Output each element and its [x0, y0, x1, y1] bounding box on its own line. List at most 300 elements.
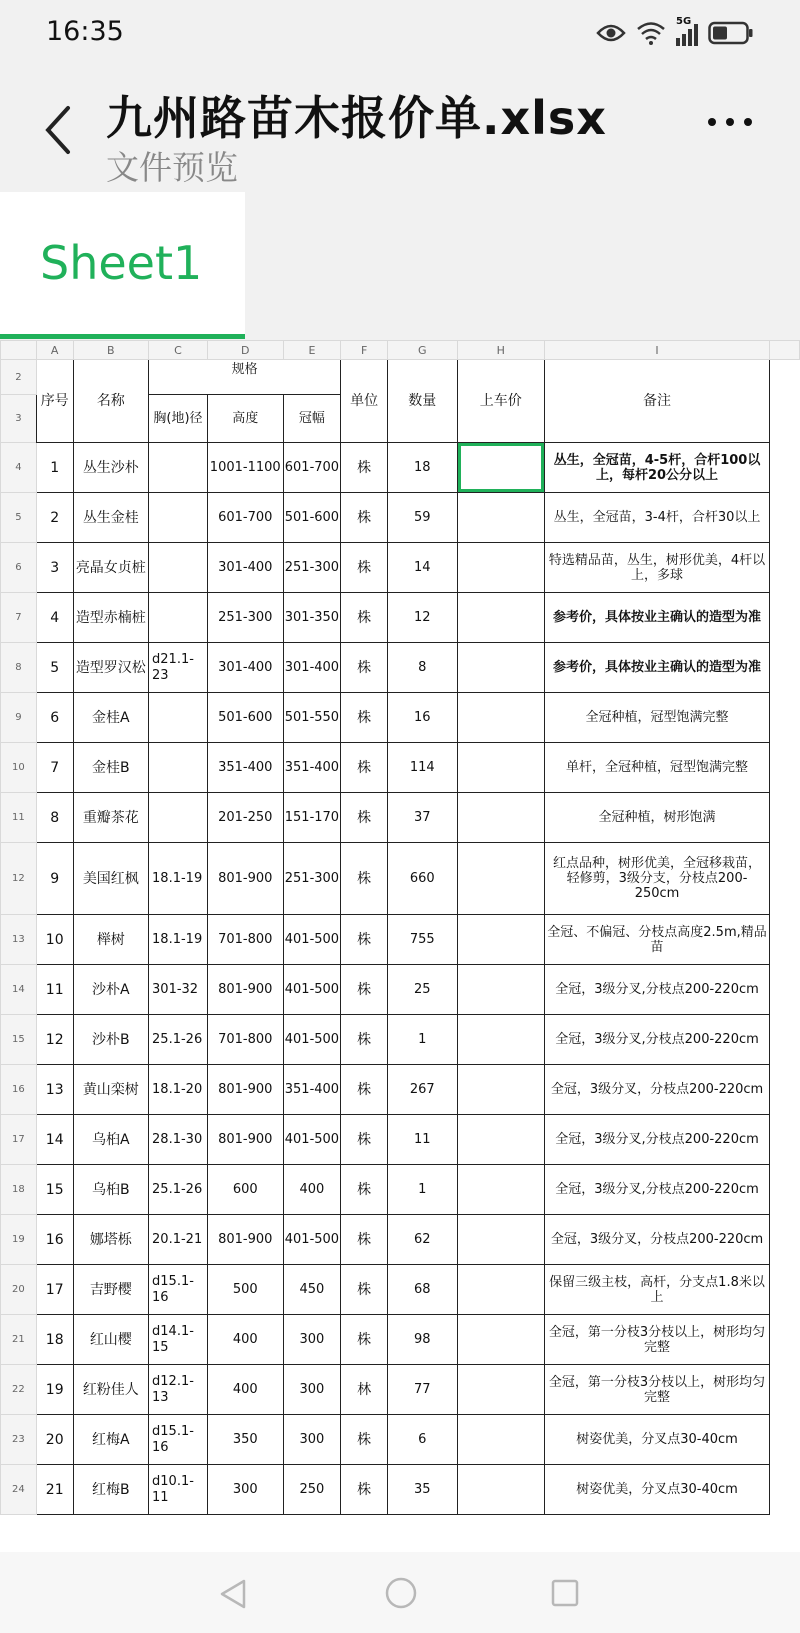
cell-crown[interactable]: 601-700 [283, 443, 341, 493]
cell-remark[interactable]: 保留三级主枝，高杆，分支点1.8米以上 [544, 1265, 769, 1315]
cell-remark[interactable]: 全冠，第一分枝3分枝以上，树形均匀完整 [544, 1365, 769, 1415]
cell-remark[interactable]: 全冠，3级分叉,分枝点200-220cm [544, 1015, 769, 1065]
cell-name[interactable]: 丛生沙朴 [73, 443, 148, 493]
cell-trunk[interactable]: 18.1-19 [149, 915, 208, 965]
cell-qty[interactable]: 1 [387, 1015, 457, 1065]
cell-seq[interactable]: 16 [36, 1215, 73, 1265]
cell-crown[interactable]: 401-500 [283, 1115, 341, 1165]
blank-cell [770, 1165, 800, 1215]
cell-trunk[interactable] [149, 793, 208, 843]
cell-price[interactable] [457, 1465, 544, 1515]
cell-price[interactable] [457, 965, 544, 1015]
spreadsheet-grid[interactable] [0, 340, 800, 1552]
cell-unit[interactable]: 株 [341, 1415, 388, 1465]
cell-height[interactable]: 801-900 [207, 1215, 283, 1265]
cell-name[interactable]: 黄山栾树 [73, 1065, 148, 1115]
table-row [1, 1465, 800, 1515]
cell-seq[interactable]: 5 [36, 643, 73, 693]
header-name[interactable]: 名称 [73, 360, 148, 443]
cell-unit[interactable]: 株 [341, 493, 388, 543]
active-tab-indicator [0, 334, 245, 339]
cell-remark[interactable]: 全冠，3级分叉,分枝点200-220cm [544, 965, 769, 1015]
cell-unit[interactable]: 株 [341, 743, 388, 793]
cell-height[interactable]: 1001-1100 [207, 443, 283, 493]
cell-height[interactable]: 251-300 [207, 593, 283, 643]
cell-trunk[interactable] [149, 693, 208, 743]
cell-remark[interactable]: 单杆，全冠种植，冠型饱满完整 [544, 743, 769, 793]
cell-height[interactable]: 501-600 [207, 693, 283, 743]
cell-remark[interactable]: 参考价，具体按业主确认的造型为准 [544, 643, 769, 693]
cell-name[interactable]: 沙朴A [73, 965, 148, 1015]
blank-cell [770, 915, 800, 965]
cell-crown[interactable]: 251-300 [283, 843, 341, 915]
row-number[interactable]: 9 [1, 693, 37, 743]
col-header-i[interactable]: I [544, 341, 769, 360]
cell-seq[interactable]: 17 [36, 1265, 73, 1315]
table-row [1, 965, 800, 1015]
cell-crown[interactable]: 300 [283, 1315, 341, 1365]
cell-height[interactable]: 801-900 [207, 843, 283, 915]
row-number[interactable]: 7 [1, 593, 37, 643]
cell-unit[interactable]: 株 [341, 1215, 388, 1265]
cell-name[interactable]: 红梅A [73, 1415, 148, 1465]
cell-name[interactable]: 红粉佳人 [73, 1365, 148, 1415]
cell-qty[interactable]: 1 [387, 1165, 457, 1215]
cell-unit[interactable]: 株 [341, 965, 388, 1015]
cell-name[interactable]: 重瓣茶花 [73, 793, 148, 843]
cell-name[interactable]: 造型赤楠桩 [73, 593, 148, 643]
cell-remark[interactable]: 树姿优美，分叉点30-40cm [544, 1415, 769, 1465]
cell-qty[interactable]: 660 [387, 843, 457, 915]
cell-seq[interactable]: 12 [36, 1015, 73, 1065]
signal-icon [676, 16, 698, 46]
cell-trunk[interactable]: 18.1-20 [149, 1065, 208, 1115]
battery-icon [708, 21, 754, 45]
cell-price[interactable] [457, 1115, 544, 1165]
cell-name[interactable]: 金桂A [73, 693, 148, 743]
cell-trunk[interactable] [149, 543, 208, 593]
cell-height[interactable]: 301-400 [207, 543, 283, 593]
row-number[interactable]: 13 [1, 915, 37, 965]
header-qty[interactable]: 数量 [387, 360, 457, 443]
cell-qty[interactable]: 35 [387, 1465, 457, 1515]
cell-price[interactable] [457, 443, 544, 493]
cell-seq[interactable]: 6 [36, 693, 73, 743]
row-number[interactable]: 4 [1, 443, 37, 493]
cell-seq[interactable]: 18 [36, 1315, 73, 1365]
cell-trunk[interactable]: d15.1-16 [149, 1265, 208, 1315]
cell-name[interactable]: 红梅B [73, 1465, 148, 1515]
row-number[interactable]: 11 [1, 793, 37, 843]
header-seq[interactable]: 序号 [36, 360, 73, 443]
cell-name[interactable]: 榉树 [73, 915, 148, 965]
cell-height[interactable]: 801-900 [207, 1065, 283, 1115]
cell-seq[interactable]: 20 [36, 1415, 73, 1465]
cell-name[interactable]: 乌桕A [73, 1115, 148, 1165]
header-trunk[interactable]: 胸(地)径 [149, 395, 208, 443]
cell-price[interactable] [457, 1315, 544, 1365]
cell-qty[interactable]: 18 [387, 443, 457, 493]
cell-qty[interactable]: 16 [387, 693, 457, 743]
row-number[interactable]: 6 [1, 543, 37, 593]
cell-name[interactable]: 娜塔栎 [73, 1215, 148, 1265]
cell-trunk[interactable]: d14.1-15 [149, 1315, 208, 1365]
cell-crown[interactable]: 301-400 [283, 643, 341, 693]
cell-remark[interactable]: 丛生，全冠苗，3-4杆，合杆30以上 [544, 493, 769, 543]
table-row [1, 843, 800, 915]
cell-unit[interactable]: 株 [341, 843, 388, 915]
cell-unit[interactable]: 株 [341, 443, 388, 493]
cell-price[interactable] [457, 1365, 544, 1415]
cell-qty[interactable]: 25 [387, 965, 457, 1015]
row-number[interactable]: 18 [1, 1165, 37, 1215]
cell-qty[interactable]: 755 [387, 915, 457, 965]
cell-price[interactable] [457, 643, 544, 693]
cell-height[interactable]: 801-900 [207, 1115, 283, 1165]
blank-cell [770, 1415, 800, 1465]
cell-trunk[interactable]: 25.1-26 [149, 1015, 208, 1065]
cell-remark[interactable]: 红点品种，树形优美，全冠移栽苗，轻修剪，3级分支，分枝点200-250cm [544, 843, 769, 915]
sheet-tab-bar [0, 192, 800, 340]
table-row [1, 1415, 800, 1465]
blank-cell [770, 965, 800, 1015]
cell-price[interactable] [457, 693, 544, 743]
col-header-f[interactable]: F [341, 341, 388, 360]
cell-trunk[interactable]: d21.1-23 [149, 643, 208, 693]
cell-height[interactable]: 600 [207, 1165, 283, 1215]
cell-price[interactable] [457, 493, 544, 543]
cell-seq[interactable]: 4 [36, 593, 73, 643]
cell-qty[interactable]: 98 [387, 1315, 457, 1365]
cell-height[interactable]: 701-800 [207, 1015, 283, 1065]
nav-back-icon[interactable] [218, 1578, 248, 1610]
row-number[interactable]: 3 [1, 395, 37, 443]
cell-seq[interactable]: 7 [36, 743, 73, 793]
blank-cell [770, 395, 800, 443]
cell-trunk[interactable]: 18.1-19 [149, 843, 208, 915]
cell-name[interactable]: 吉野樱 [73, 1265, 148, 1315]
cell-price[interactable] [457, 1265, 544, 1315]
cell-seq[interactable]: 15 [36, 1165, 73, 1215]
cell-crown[interactable]: 401-500 [283, 965, 341, 1015]
blank-cell [770, 493, 800, 543]
col-header-b[interactable]: B [73, 341, 148, 360]
status-bar [0, 0, 800, 70]
cell-qty[interactable]: 14 [387, 543, 457, 593]
cell-qty[interactable]: 62 [387, 1215, 457, 1265]
cell-qty[interactable]: 37 [387, 793, 457, 843]
cell-price[interactable] [457, 843, 544, 915]
cell-price[interactable] [457, 543, 544, 593]
table-row [1, 1165, 800, 1215]
cell-remark[interactable]: 全冠，3级分叉，分枝点200-220cm [544, 1215, 769, 1265]
cell-seq[interactable]: 21 [36, 1465, 73, 1515]
cell-price[interactable] [457, 743, 544, 793]
cell-price[interactable] [457, 1415, 544, 1465]
cell-price[interactable] [457, 793, 544, 843]
cell-price[interactable] [457, 1065, 544, 1115]
cell-crown[interactable]: 301-350 [283, 593, 341, 643]
row-number[interactable]: 10 [1, 743, 37, 793]
more-options-icon[interactable] [708, 118, 752, 126]
table-row [1, 493, 800, 543]
cell-unit[interactable]: 株 [341, 793, 388, 843]
row-number[interactable]: 2 [1, 360, 37, 395]
table-row [1, 693, 800, 743]
network-type: 5G [676, 16, 692, 27]
cell-unit[interactable]: 株 [341, 593, 388, 643]
cell-seq[interactable]: 1 [36, 443, 73, 493]
cell-qty[interactable]: 114 [387, 743, 457, 793]
cell-unit[interactable]: 株 [341, 1065, 388, 1115]
cell-remark[interactable]: 全冠、不偏冠、分枝点高度2.5m,精品苗 [544, 915, 769, 965]
blank-cell [770, 443, 800, 493]
cell-name[interactable]: 乌桕B [73, 1165, 148, 1215]
cell-crown[interactable]: 401-500 [283, 915, 341, 965]
blank-cell [770, 743, 800, 793]
cell-unit[interactable]: 株 [341, 643, 388, 693]
cell-seq[interactable]: 2 [36, 493, 73, 543]
cell-crown[interactable]: 251-300 [283, 543, 341, 593]
cell-remark[interactable]: 丛生，全冠苗，4-5杆，合杆100以上，每杆20公分以上 [544, 443, 769, 493]
cell-remark[interactable]: 树姿优美，分叉点30-40cm [544, 1465, 769, 1515]
row-number[interactable]: 12 [1, 843, 37, 915]
col-header-h[interactable]: H [457, 341, 544, 360]
row-number[interactable]: 20 [1, 1265, 37, 1315]
row-number[interactable]: 16 [1, 1065, 37, 1115]
cell-trunk[interactable] [149, 743, 208, 793]
cell-height[interactable]: 350 [207, 1415, 283, 1465]
table-row [1, 643, 800, 693]
cell-crown[interactable]: 351-400 [283, 1065, 341, 1115]
blank-cell [770, 1065, 800, 1115]
cell-remark[interactable]: 全冠，3级分叉,分枝点200-220cm [544, 1165, 769, 1215]
row-number[interactable]: 5 [1, 493, 37, 543]
cell-crown[interactable]: 250 [283, 1465, 341, 1515]
header-spec[interactable]: 规格 [149, 360, 341, 395]
col-header-c[interactable]: C [149, 341, 208, 360]
cell-unit[interactable]: 株 [341, 1315, 388, 1365]
blank-cell [770, 1015, 800, 1065]
cell-trunk[interactable] [149, 593, 208, 643]
cell-unit[interactable]: 株 [341, 1115, 388, 1165]
cell-name[interactable]: 造型罗汉松 [73, 643, 148, 693]
blank-cell [770, 1465, 800, 1515]
cell-unit[interactable]: 株 [341, 1015, 388, 1065]
blank-cell [770, 693, 800, 743]
blank-cell [770, 643, 800, 693]
cell-trunk[interactable]: 28.1-30 [149, 1115, 208, 1165]
eye-icon [596, 22, 626, 44]
col-header-blank [770, 341, 800, 360]
cell-price[interactable] [457, 1215, 544, 1265]
cell-qty[interactable]: 68 [387, 1265, 457, 1315]
cell-crown[interactable]: 400 [283, 1165, 341, 1215]
cell-height[interactable]: 201-250 [207, 793, 283, 843]
cell-price[interactable] [457, 1015, 544, 1065]
blank-cell [770, 1315, 800, 1365]
cell-name[interactable]: 金桂B [73, 743, 148, 793]
cell-seq[interactable]: 9 [36, 843, 73, 915]
table-row [1, 915, 800, 965]
cell-seq[interactable]: 10 [36, 915, 73, 965]
header-crown[interactable]: 冠幅 [283, 395, 341, 443]
blank-cell [770, 360, 800, 395]
column-header-row [1, 341, 800, 360]
cell-height[interactable]: 400 [207, 1365, 283, 1415]
cell-unit[interactable]: 株 [341, 1265, 388, 1315]
nav-recents-icon[interactable] [550, 1578, 580, 1608]
header-price[interactable]: 上车价 [457, 360, 544, 443]
row-number[interactable]: 17 [1, 1115, 37, 1165]
table-row [1, 743, 800, 793]
cell-name[interactable]: 红山樱 [73, 1315, 148, 1365]
blank-cell [770, 1115, 800, 1165]
cell-crown[interactable]: 151-170 [283, 793, 341, 843]
cell-seq[interactable]: 13 [36, 1065, 73, 1115]
cell-seq[interactable]: 8 [36, 793, 73, 843]
cell-seq[interactable]: 14 [36, 1115, 73, 1165]
cell-height[interactable]: 801-900 [207, 965, 283, 1015]
cell-qty[interactable]: 12 [387, 593, 457, 643]
col-header-a[interactable]: A [36, 341, 73, 360]
cell-crown[interactable]: 501-550 [283, 693, 341, 743]
cell-remark[interactable]: 特选精品苗，丛生，树形优美，4杆以上，多球 [544, 543, 769, 593]
row-number[interactable]: 23 [1, 1415, 37, 1465]
row-number[interactable]: 8 [1, 643, 37, 693]
row-number[interactable]: 21 [1, 1315, 37, 1365]
file-subtitle: 文件预览 [106, 148, 238, 187]
table-row [1, 443, 800, 493]
system-nav-bar [0, 1552, 800, 1633]
blank-cell [770, 1365, 800, 1415]
blank-cell [770, 593, 800, 643]
cell-remark[interactable]: 全冠，3级分叉,分枝点200-220cm [544, 1115, 769, 1165]
cell-crown[interactable]: 450 [283, 1265, 341, 1315]
cell-remark[interactable]: 全冠，第一分枝3分枝以上，树形均匀完整 [544, 1315, 769, 1365]
row-number[interactable]: 15 [1, 1015, 37, 1065]
table-row [1, 1065, 800, 1115]
cell-name[interactable]: 亮晶女贞桩 [73, 543, 148, 593]
cell-seq[interactable]: 3 [36, 543, 73, 593]
cell-crown[interactable]: 401-500 [283, 1015, 341, 1065]
row-number[interactable]: 19 [1, 1215, 37, 1265]
cell-height[interactable]: 500 [207, 1265, 283, 1315]
cell-unit[interactable]: 株 [341, 543, 388, 593]
cell-trunk[interactable]: 20.1-21 [149, 1215, 208, 1265]
cell-name[interactable]: 丛生金桂 [73, 493, 148, 543]
corner-cell[interactable] [1, 341, 37, 360]
cell-unit[interactable]: 株 [341, 1165, 388, 1215]
back-arrow-icon[interactable] [38, 100, 78, 160]
cell-crown[interactable]: 401-500 [283, 1215, 341, 1265]
blank-cell [770, 543, 800, 593]
table-row [1, 1365, 800, 1415]
data-table [0, 340, 800, 1515]
cell-trunk[interactable]: d15.1-16 [149, 1415, 208, 1465]
cell-height[interactable]: 351-400 [207, 743, 283, 793]
cell-name[interactable]: 美国红枫 [73, 843, 148, 915]
col-header-d[interactable]: D [207, 341, 283, 360]
cell-crown[interactable]: 300 [283, 1415, 341, 1465]
header-height[interactable]: 高度 [207, 395, 283, 443]
table-row [1, 1115, 800, 1165]
blank-cell [770, 793, 800, 843]
cell-height[interactable]: 701-800 [207, 915, 283, 965]
cell-trunk[interactable]: 25.1-26 [149, 1165, 208, 1215]
header-remark[interactable]: 备注 [544, 360, 769, 443]
cell-height[interactable]: 300 [207, 1465, 283, 1515]
cell-trunk[interactable] [149, 493, 208, 543]
blank-cell [770, 1265, 800, 1315]
cell-qty[interactable]: 77 [387, 1365, 457, 1415]
header-row-2 [1, 360, 800, 395]
cell-seq[interactable]: 19 [36, 1365, 73, 1415]
cell-price[interactable] [457, 1165, 544, 1215]
cell-price[interactable] [457, 915, 544, 965]
row-number[interactable]: 24 [1, 1465, 37, 1515]
cell-crown[interactable]: 501-600 [283, 493, 341, 543]
nav-home-icon[interactable] [384, 1576, 418, 1610]
table-row [1, 793, 800, 843]
cell-trunk[interactable]: d10.1-11 [149, 1465, 208, 1515]
cell-remark[interactable]: 参考价，具体按业主确认的造型为准 [544, 593, 769, 643]
table-row [1, 1215, 800, 1265]
tab-sheet1-label: Sheet1 [40, 236, 203, 290]
cell-height[interactable]: 400 [207, 1315, 283, 1365]
col-header-g[interactable]: G [387, 341, 457, 360]
file-title: 九州路苗木报价单.xlsx [106, 91, 607, 145]
cell-seq[interactable]: 11 [36, 965, 73, 1015]
cell-trunk[interactable] [149, 443, 208, 493]
clock: 16:35 [46, 16, 124, 47]
cell-height[interactable]: 601-700 [207, 493, 283, 543]
cell-trunk[interactable]: 301-32 [149, 965, 208, 1015]
status-icons [596, 16, 754, 46]
cell-qty[interactable]: 8 [387, 643, 457, 693]
table-row [1, 543, 800, 593]
row-number[interactable]: 14 [1, 965, 37, 1015]
cell-trunk[interactable]: d12.1-13 [149, 1365, 208, 1415]
table-row [1, 1315, 800, 1365]
app-header [0, 70, 800, 192]
cell-remark[interactable]: 全冠种植，树形饱满 [544, 793, 769, 843]
cell-qty[interactable]: 6 [387, 1415, 457, 1465]
cell-unit[interactable]: 林 [341, 1365, 388, 1415]
cell-remark[interactable]: 全冠，3级分叉，分枝点200-220cm [544, 1065, 769, 1115]
blank-cell [770, 843, 800, 915]
cell-name[interactable]: 沙朴B [73, 1015, 148, 1065]
cell-qty[interactable]: 59 [387, 493, 457, 543]
cell-unit[interactable]: 株 [341, 915, 388, 965]
tab-sheet1[interactable] [0, 192, 245, 336]
cell-crown[interactable]: 351-400 [283, 743, 341, 793]
table-row [1, 1015, 800, 1065]
header-unit[interactable]: 单位 [341, 360, 388, 443]
table-row [1, 593, 800, 643]
col-header-e[interactable]: E [283, 341, 341, 360]
cell-remark[interactable]: 全冠种植，冠型饱满完整 [544, 693, 769, 743]
row-number[interactable]: 22 [1, 1365, 37, 1415]
cell-height[interactable]: 301-400 [207, 643, 283, 693]
cell-crown[interactable]: 300 [283, 1365, 341, 1415]
cell-qty[interactable]: 11 [387, 1115, 457, 1165]
cell-price[interactable] [457, 593, 544, 643]
cell-qty[interactable]: 267 [387, 1065, 457, 1115]
cell-unit[interactable]: 株 [341, 693, 388, 743]
wifi-icon [636, 21, 666, 45]
cell-unit[interactable]: 株 [341, 1465, 388, 1515]
